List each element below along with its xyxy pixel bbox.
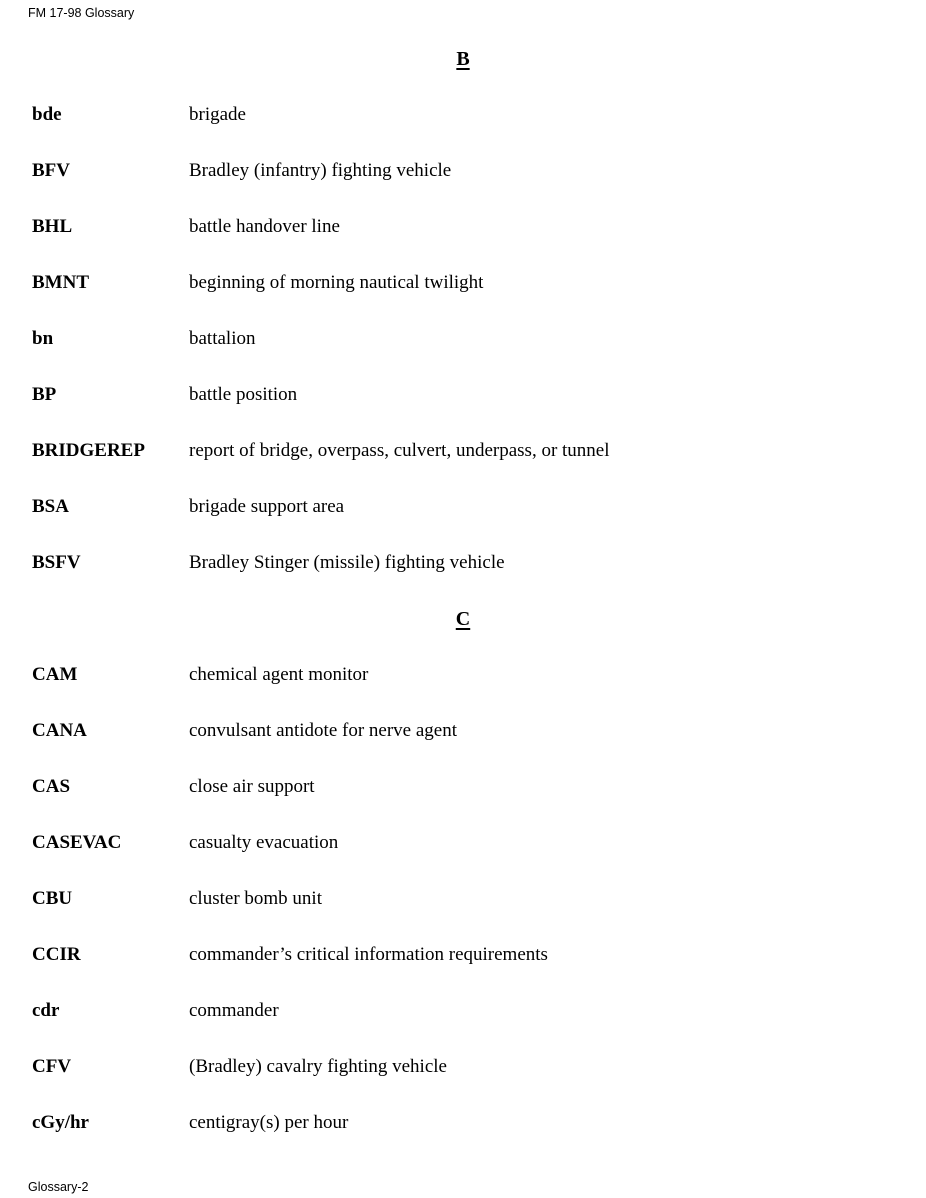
section-heading-c: C	[455, 608, 471, 630]
glossary-definition: Bradley Stinger (missile) fighting vehicle	[189, 552, 505, 573]
glossary-definition: close air support	[189, 776, 315, 797]
glossary-entry	[0, 832, 926, 858]
running-footer: Glossary-2	[28, 1180, 89, 1194]
glossary-entry	[0, 440, 926, 466]
running-header: FM 17-98 Glossary	[28, 6, 135, 20]
glossary-entry	[0, 720, 926, 746]
glossary-term: BFV	[32, 160, 70, 181]
glossary-entry	[0, 552, 926, 578]
glossary-entry	[0, 1000, 926, 1026]
glossary-definition: (Bradley) cavalry fighting vehicle	[189, 1056, 447, 1077]
section-heading-b: B	[456, 48, 470, 70]
glossary-term: BSFV	[32, 552, 81, 573]
glossary-definition: brigade	[189, 104, 246, 125]
glossary-entry	[0, 384, 926, 410]
glossary-term: bde	[32, 104, 62, 125]
glossary-term: BSA	[32, 496, 69, 517]
glossary-definition: commander	[189, 1000, 279, 1021]
glossary-entry	[0, 160, 926, 186]
glossary-definition: commander’s critical information requirements	[189, 944, 548, 965]
glossary-entry	[0, 888, 926, 914]
glossary-entry	[0, 216, 926, 242]
glossary-entry	[0, 944, 926, 970]
glossary-term: cGy/hr	[32, 1112, 89, 1133]
glossary-entry	[0, 1112, 926, 1138]
glossary-definition: chemical agent monitor	[189, 664, 369, 685]
glossary-definition: battalion	[189, 328, 256, 349]
glossary-entry	[0, 664, 926, 690]
glossary-term: CASEVAC	[32, 832, 122, 853]
glossary-entry	[0, 104, 926, 130]
glossary-definition: convulsant antidote for nerve agent	[189, 720, 458, 741]
glossary-entry	[0, 328, 926, 354]
glossary-term: cdr	[32, 1000, 60, 1021]
glossary-term: BRIDGEREP	[32, 440, 145, 461]
glossary-term: BHL	[32, 216, 73, 237]
glossary-term: CANA	[32, 720, 87, 741]
glossary-term: CAM	[32, 664, 78, 685]
glossary-definition: beginning of morning nautical twilight	[189, 272, 484, 293]
glossary-term: BMNT	[32, 272, 89, 293]
glossary-term: CAS	[32, 776, 71, 797]
glossary-entry	[0, 496, 926, 522]
glossary-term: CBU	[32, 888, 73, 909]
glossary-entry	[0, 272, 926, 298]
glossary-definition: centigray(s) per hour	[189, 1112, 349, 1133]
glossary-entry	[0, 776, 926, 802]
glossary-term: CFV	[32, 1056, 72, 1077]
glossary-entry	[0, 1056, 926, 1082]
glossary-term: BP	[32, 384, 57, 405]
glossary-definition: Bradley (infantry) fighting vehicle	[189, 160, 452, 181]
glossary-definition: brigade support area	[189, 496, 345, 517]
glossary-definition: casualty evacuation	[189, 832, 339, 853]
glossary-term: bn	[32, 328, 54, 349]
glossary-term: CCIR	[32, 944, 81, 965]
glossary-definition: battle handover line	[189, 216, 340, 237]
glossary-definition: battle position	[189, 384, 298, 405]
glossary-definition: report of bridge, overpass, culvert, underpass, or tunnel	[189, 440, 610, 461]
glossary-definition: cluster bomb unit	[189, 888, 322, 909]
